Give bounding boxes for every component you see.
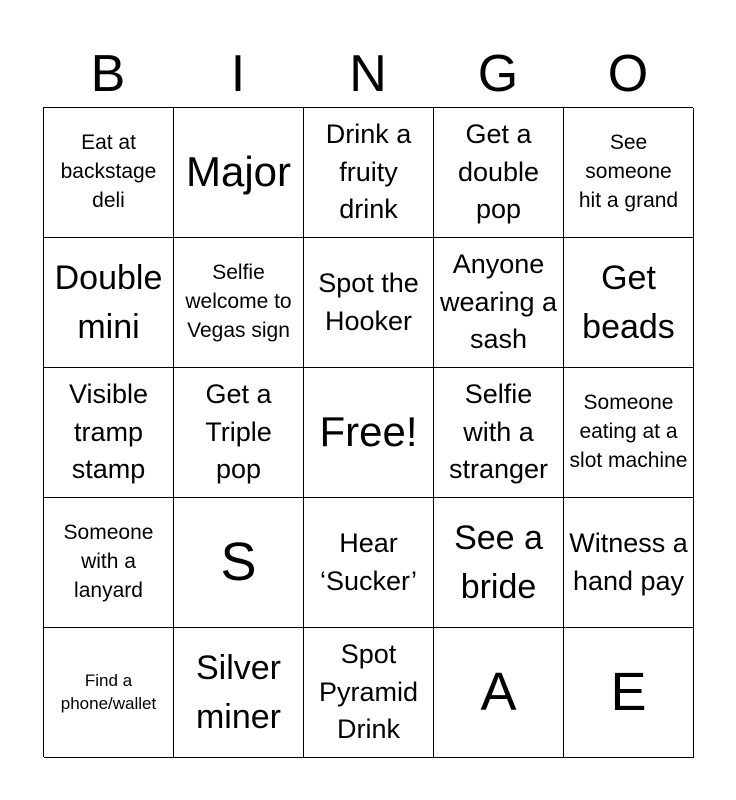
cell-text: Anyone wearing a sash (439, 248, 558, 355)
bingo-cell[interactable] (44, 368, 174, 498)
bingo-cell[interactable] (304, 238, 434, 368)
bingo-cell[interactable] (434, 238, 564, 368)
cell-text: Someone eating at a slot machine (569, 391, 688, 472)
bingo-cell[interactable] (304, 498, 434, 628)
bingo-cell[interactable] (564, 368, 694, 498)
cell-text: See a bride (454, 518, 543, 606)
bingo-cell[interactable] (44, 628, 174, 758)
cell-text: Visible tramp stamp (68, 378, 149, 485)
cell-text: S (220, 532, 257, 593)
cell-text: Get a double pop (457, 118, 540, 225)
bingo-cell[interactable] (174, 498, 304, 628)
cell-text: Drink a fruity drink (325, 118, 412, 225)
cell-text: Major (185, 148, 292, 196)
cell-text: Double mini (54, 258, 163, 346)
header-letter-i: I (230, 45, 246, 103)
cell-text: A (480, 662, 517, 723)
cell-text: Someone with a lanyard (63, 521, 154, 602)
free-space-cell[interactable] (304, 368, 434, 498)
cell-text: Get beads (582, 258, 675, 346)
cell-text: Get a Triple pop (205, 378, 272, 485)
cell-text: Hear ‘Sucker’ (319, 527, 418, 596)
bingo-grid (43, 107, 693, 757)
header-letter-g: G (477, 45, 519, 103)
bingo-cell[interactable] (44, 108, 174, 238)
cell-text: Selfie welcome to Vegas sign (185, 261, 292, 342)
bingo-cell[interactable] (174, 368, 304, 498)
bingo-cell[interactable] (434, 368, 564, 498)
bingo-header (43, 40, 693, 108)
cell-text: Selfie with a stranger (448, 378, 549, 485)
bingo-cell[interactable] (434, 108, 564, 238)
cell-text: Find a phone/wallet (60, 670, 157, 713)
cell-text: Eat at backstage deli (60, 131, 157, 212)
cell-text: Spot the Hooker (318, 267, 419, 336)
bingo-cell[interactable] (304, 108, 434, 238)
cell-text: Spot Pyramid Drink (318, 638, 419, 745)
header-letter-b: B (90, 45, 126, 103)
bingo-cell[interactable] (564, 108, 694, 238)
bingo-cell[interactable] (174, 238, 304, 368)
bingo-cell[interactable] (564, 498, 694, 628)
bingo-cell[interactable] (434, 498, 564, 628)
bingo-cell[interactable] (44, 238, 174, 368)
bingo-cell[interactable] (44, 498, 174, 628)
header-letter-o: O (607, 45, 649, 103)
bingo-cell[interactable] (174, 628, 304, 758)
bingo-cell[interactable] (304, 628, 434, 758)
header-letter-n: N (349, 45, 387, 103)
cell-text: See someone hit a grand (578, 131, 679, 212)
bingo-cell[interactable] (434, 628, 564, 758)
bingo-cell[interactable] (564, 238, 694, 368)
bingo-cell[interactable] (564, 628, 694, 758)
cell-text: Witness a hand pay (569, 527, 688, 596)
cell-text: E (610, 662, 647, 723)
cell-text: Silver miner (195, 648, 282, 736)
bingo-cell[interactable] (174, 108, 304, 238)
free-space-text: Free! (319, 408, 418, 456)
